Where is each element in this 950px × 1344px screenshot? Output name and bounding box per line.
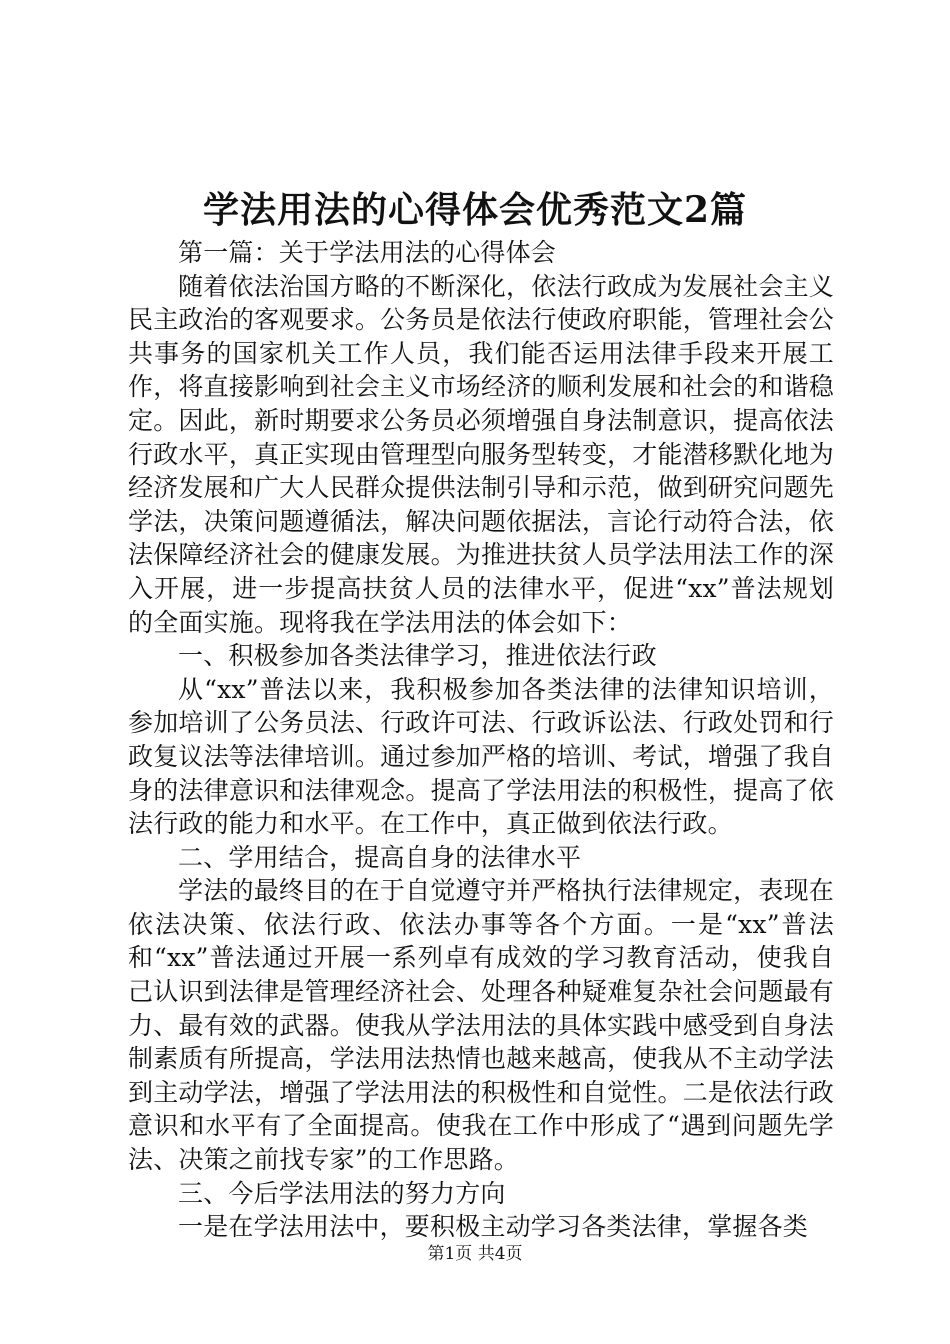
body-paragraph: 随着依法治国方略的不断深化，依法行政成为发展社会主义民主政治的客观要求。公务员是依法行使政府职能，管理社会公共事务的国家机关工作人员，我们能否运用法律手段来开展工作，将直接影响到社会主义市场经济的顺利发展和社会的和谐稳定。因此，新时期要求公务员必须增强自身法制意识，提高依法行政水平，真正实现由管理型向服务型转变，才能潜移默化地为经济发展和广大人民群众提供法制引导和示范，做到研究问题先学法，决策问题遵循法，解决问题依据法，言论行动符合法，依法保障经济社会的健康发展。为推进扶贫人员学法用法工作的深入开展，进一步提高扶贫人员的法律水平，促进“xx”普法规划的全面实施。现将我在学法用法的体会如下：: [128, 271, 834, 637]
document-title: 学法用法的心得体会优秀范文2篇: [202, 189, 748, 231]
document-body: [128, 236, 834, 1244]
section-heading-part-one: 第一篇：关于学法用法的心得体会: [178, 238, 557, 267]
section-heading: 二、学用结合，提高自身的法律水平: [178, 842, 582, 872]
body-paragraph: 学法的最终目的在于自觉遵守并严格执行法律规定，表现在依法决策、依法行政、依法办事等各个方面。一是“xx”普法和“xx”普法通过开展一系列卓有成效的学习教育活动，使我自己认识到法律是管理经济社会、处理各种疑难复杂社会问题最有力、最有效的武器。使我从学法用法的具体实践中感受到自身法制素质有所提高，学法用法热情也越来越高，使我从不主动学法到主动学法，增强了学法用法的积极性和自觉性。二是依法行政意识和水平有了全面提高。使我在工作中形成了“遇到问题先学法、决策之前找专家”的工作思路。: [128, 876, 834, 1175]
section-heading: 一、积极参加各类法律学习，推进依法行政: [178, 641, 657, 671]
page-footer: 第1页 共4页: [427, 1244, 523, 1264]
body-paragraph: 从“xx”普法以来，我积极参加各类法律的法律知识培训，参加培训了公务员法、行政许可法、行政诉讼法、行政处罚和行政复议法等法律培训。通过参加严格的培训、考试，增强了我自身的法律意识和法律观念。提高了学法用法的积极性，提高了依法行政的能力和水平。在工作中，真正做到依法行政。: [128, 674, 834, 839]
body-paragraph: 一是在学法用法中，要积极主动学习各类法律，掌握各类: [178, 1212, 809, 1242]
section-heading: 三、今后学法用法的努力方向: [178, 1178, 506, 1208]
